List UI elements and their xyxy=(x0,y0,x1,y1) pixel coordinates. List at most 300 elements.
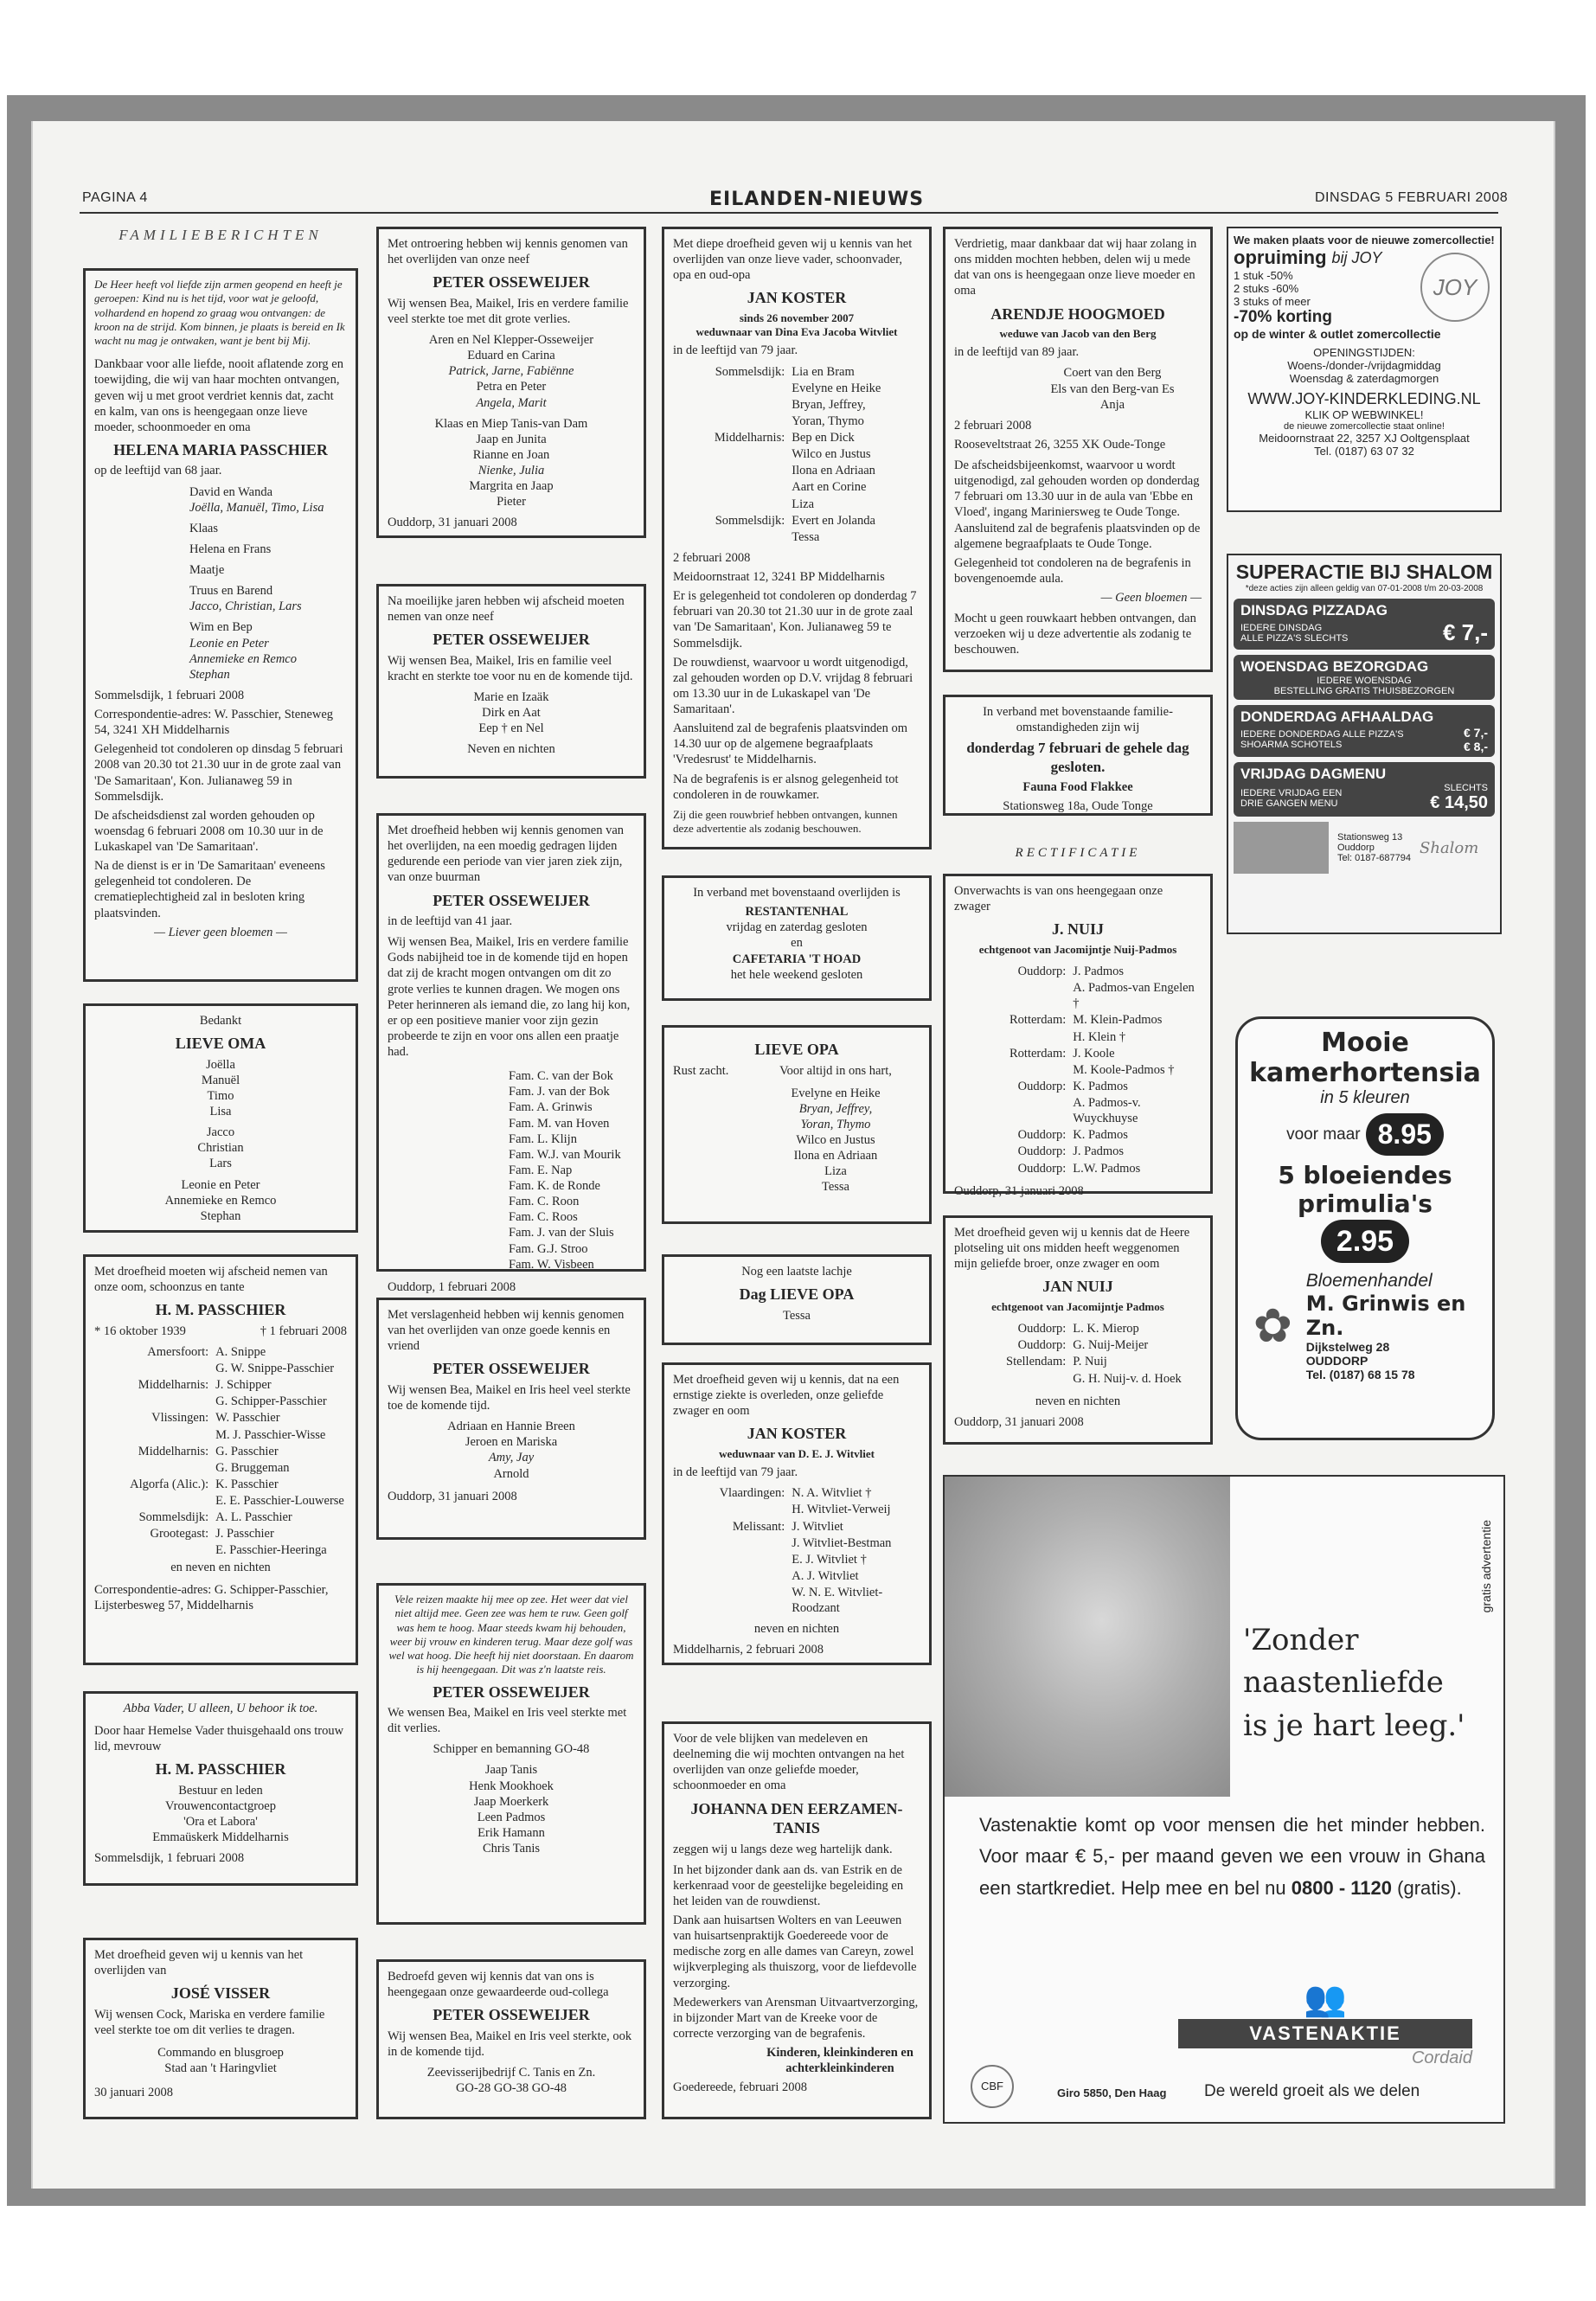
flower-icon: ✿ xyxy=(1253,1300,1292,1352)
signature-line: Fam. C. Roos xyxy=(509,1210,578,1225)
signature-line: Jaap Moerkerk xyxy=(473,1794,549,1809)
ad-line: OUDDORP xyxy=(1305,1354,1368,1368)
ad-line: BESTELLING GRATIS THUISBEZORGEN xyxy=(1273,686,1455,696)
obituary-peter-osseweijer-neven xyxy=(376,584,646,779)
signature-line: Pieter xyxy=(497,495,526,510)
relative-name: E. J. Witvliet † xyxy=(792,1552,867,1567)
ad-line: Tel. (0187) 63 07 32 xyxy=(1314,445,1414,458)
family-member: Jacco, Christian, Lars xyxy=(189,599,302,614)
place-label: Sommelsdijk: xyxy=(138,1510,209,1525)
price: € 7,- xyxy=(1442,619,1488,645)
date: 2 februari 2008 xyxy=(673,550,751,565)
relative-row xyxy=(673,430,920,445)
relative-name: Tessa xyxy=(792,529,820,544)
shalom-woensdag xyxy=(1234,655,1495,700)
place-label: Ouddorp: xyxy=(1017,1128,1067,1143)
relative-row xyxy=(94,1361,347,1376)
signature-line: Jacco xyxy=(206,1125,235,1140)
family-member: Leonie en Peter xyxy=(189,636,269,651)
ad-line: Tel: 0187-687794 xyxy=(1337,853,1412,863)
place-date: Ouddorp, 31 januari 2008 xyxy=(388,1489,517,1503)
place-label: Melissant: xyxy=(732,1519,785,1534)
relative-name: J. Schipper xyxy=(215,1378,272,1393)
place-label: Vlissingen: xyxy=(151,1411,209,1426)
relative-name: G. W. Snippe-Passchier xyxy=(215,1362,335,1375)
spouse: echtgenoot van Jacomijntje Padmos xyxy=(991,1299,1164,1313)
place-date: Ouddorp, 31 januari 2008 xyxy=(954,1414,1084,1429)
date: 2 februari 2008 xyxy=(954,418,1032,433)
place-label xyxy=(673,1535,792,1551)
ad-grinwis-bloemenhandel xyxy=(1235,1016,1495,1440)
ad-line: *deze acties zijn alleen geldig van 07-01-2008 t/m 20-03-2008 xyxy=(1245,584,1484,593)
obituary-lieve-opa-grandchildren xyxy=(662,1025,932,1224)
deceased-name: H. M. PASSCHIER xyxy=(155,1760,286,1779)
place-label xyxy=(94,1361,215,1376)
deceased-name: PETER OSSEWEIJER xyxy=(433,2006,590,2024)
relative-name: P. Nuij xyxy=(1073,1355,1107,1369)
giro-number: Giro 5850, Den Haag xyxy=(1057,2086,1167,2099)
quote: Abba Vader, U alleen, U behoor ik toe. xyxy=(123,1702,318,1715)
body-text: Met diepe droefheid geven wij u kennis van het overlijden van onze lieve vader, schoonvader, opa en oud-opa xyxy=(673,237,913,283)
wish: We wensen Bea, Maikel en Iris veel sterkte met dit verlies. xyxy=(388,1706,627,1736)
body-text: Door haar Hemelse Vader thuisgehaald ons trouw lid, mevrouw xyxy=(94,1724,344,1754)
relative-row xyxy=(94,1344,347,1360)
signature-line: Jaap Tanis xyxy=(484,1763,538,1778)
place-label xyxy=(673,529,792,545)
body-text: Voor de vele blijken van medeleven en deelneming die wij mochten ontvangen na het overlijden van onze geliefde moeder, schoonmoeder en oma xyxy=(673,1732,905,1793)
body-text: Dankbaar voor alle liefde, nooit aflatende zorg en toewijding, die wij van haar mochten ontvangen, geven wij u met groot verdriet kennis dat, zacht en kalm, van ons is heengegaan onze lieve moeder, schoonmoeder en oma xyxy=(94,357,343,434)
obituary-helena-passchier xyxy=(83,268,358,982)
place-label: Stellendam: xyxy=(1006,1355,1067,1369)
relative-row xyxy=(673,479,920,495)
relative-name: K. Padmos xyxy=(1073,1128,1128,1143)
relative-name: L. K. Mierop xyxy=(1073,1322,1139,1336)
body-text: Met droefheid geven wij u kennis dat de Heere plotseling uit ons midden heeft weggenomen mijn geliefde broer, onze zwager en oom xyxy=(954,1226,1190,1272)
closed-text: het hele weekend gesloten xyxy=(730,967,863,982)
birth-date: * 16 oktober 1939 xyxy=(94,1324,186,1338)
family-member: Wim en Bep xyxy=(189,620,253,635)
signature-line: Coert van den Berg xyxy=(1063,366,1162,381)
relative-name: J. Padmos xyxy=(1073,965,1125,978)
and-text: en xyxy=(791,936,803,951)
signature-line: Annemieke en Remco xyxy=(164,1193,277,1208)
relative-name: K. Padmos xyxy=(1073,1079,1128,1093)
page-number: PAGINA 4 xyxy=(82,190,148,205)
signature-line: Patrick, Jarne, Fabiënne xyxy=(448,364,574,379)
place-label: Algorfa (Alic.): xyxy=(130,1477,209,1491)
service: De afscheidsbijeenkomst, waarvoor u wordt uitgenodigd, zal gehouden worden op donderdag 7 februari om 13.30 uur in de aula van 'Ebbe en Vloed', ingang Mariniersweg te Oude Tonge. Aansluitend zal de begrafenis plaatsvinden op de algemene begraafplaats te Oude Tonge. xyxy=(954,458,1201,551)
body-text: Met droefheid geven wij u kennis van het overlijden van xyxy=(94,1948,304,1978)
relative-name: M. Koole-Padmos † xyxy=(1073,1062,1175,1077)
signature-line: Bryan, Jeffrey, xyxy=(798,1101,873,1116)
cbf-logo: CBF xyxy=(971,2065,1014,2108)
body-text: In verband met bovenstaand overlijden is xyxy=(693,886,901,900)
signature-line: Liza xyxy=(824,1164,847,1179)
condolence: Gelegenheid tot condoleren na de begrafenis in bovengenoemde aula. xyxy=(954,555,1191,586)
relative-row xyxy=(954,1321,1202,1336)
relative-name: Lia en Bram xyxy=(792,364,855,379)
place-label xyxy=(673,1568,792,1584)
obituary-jan-koster-family xyxy=(662,227,932,849)
age: in de leeftijd van 89 jaar. xyxy=(954,345,1080,360)
relative-row xyxy=(954,1161,1202,1176)
signature-line: Fam. G.J. Stroo xyxy=(509,1241,588,1256)
signature-line: Fam. J. van der Bok xyxy=(509,1085,610,1099)
obituary-jan-koster-witvliet xyxy=(662,1362,932,1665)
relative-name: W. N. E. Witvliet-Roodzant xyxy=(792,1586,883,1616)
relative-row xyxy=(954,1012,1202,1028)
relative-row xyxy=(673,1568,920,1584)
widow: weduwe van Jacob van den Berg xyxy=(999,327,1157,340)
signature-line: Amy, Jay xyxy=(488,1451,535,1465)
relative-name: M. J. Passchier-Wisse xyxy=(215,1427,326,1442)
relative-row xyxy=(673,364,920,380)
signature-line: Ilona en Adriaan xyxy=(793,1149,878,1163)
family-member: Klaas xyxy=(189,521,219,535)
signature-line: Angela, Marit xyxy=(476,395,547,410)
deceased-name: PETER OSSEWEIJER xyxy=(433,1360,590,1378)
ad-headline: SUPERACTIE BIJ SHALOM xyxy=(1235,561,1493,583)
place-label: Middelharnis: xyxy=(138,1444,209,1458)
signature-line: Erik Hamann xyxy=(478,1825,545,1840)
relative-row xyxy=(94,1509,347,1525)
place-label xyxy=(673,413,792,429)
obituary-peter-osseweijer-zeevisserij xyxy=(376,1959,646,2119)
relative-row xyxy=(673,463,920,478)
signature-line: Jeroen en Mariska xyxy=(465,1435,558,1450)
signature-line: Els van den Berg-van Es xyxy=(1050,381,1175,396)
ad-headline: -70% korting xyxy=(1234,308,1333,326)
closed-text: donderdag 7 februari de gehele dag gesloten. xyxy=(966,740,1189,775)
ad-quote: is je hart leeg.' xyxy=(1243,1708,1465,1743)
relative-name: E. Passchier-Heeringa xyxy=(215,1543,327,1558)
relatives-table xyxy=(673,1485,920,1616)
ad-joy-kinderkleding xyxy=(1227,227,1502,512)
place-label xyxy=(954,1371,1073,1387)
signature-line: Margrita en Jaap xyxy=(469,479,554,494)
deceased-name: JOHANNA DEN EERZAMEN-TANIS xyxy=(690,1799,903,1836)
signature-line: Chris Tanis xyxy=(483,1842,540,1856)
rest-text: Rust zacht. xyxy=(673,1063,729,1078)
nephews: en neven en nichten xyxy=(170,1560,271,1574)
business-name: RESTANTENHAL xyxy=(745,905,849,920)
relative-row xyxy=(954,1095,1202,1126)
signature-line: Christian xyxy=(197,1141,244,1156)
ad-line: DINSDAG PIZZADAG xyxy=(1240,602,1388,619)
ad-quote: naastenliefde xyxy=(1243,1665,1444,1701)
signature-line: Commando en blusgroep xyxy=(157,2046,284,2060)
service: De afscheidsdienst zal worden gehouden op woensdag 6 februari 2008 om 10.30 uur in de Lukaskapel van 'De Samaritaan'. xyxy=(94,808,324,854)
relative-row xyxy=(954,1079,1202,1094)
signature-line: Wilco en Justus xyxy=(796,1133,875,1147)
relative-name: Ilona en Adriaan xyxy=(792,464,875,478)
ad-shalom xyxy=(1227,554,1502,934)
ad-body: Vastenaktie komt op voor mensen die het minder hebben. Voor maar € 5,- per maand geven we een vrouw in Ghana een startkrediet. Help mee en bel nu xyxy=(979,1814,1485,1899)
signature-line: Eduard en Carina xyxy=(467,349,555,363)
signature-line: Neven en nichten xyxy=(467,742,555,757)
obituary-hm-passchier-vrouwencontactgroep xyxy=(83,1691,358,1886)
deceased-name: PETER OSSEWEIJER xyxy=(433,631,590,649)
place-label xyxy=(954,1029,1073,1045)
signature-line: Kinderen, kleinkinderen en achterkleinkinderen xyxy=(766,2046,913,2076)
thanks: zeggen wij u langs deze weg hartelijk dank. xyxy=(673,1842,893,1856)
place-date: Sommelsdijk, 1 februari 2008 xyxy=(94,688,245,702)
family-member: Maatje xyxy=(189,563,225,577)
ad-line: We maken plaats voor de nieuwe zomercollectie! xyxy=(1234,234,1495,247)
relative-row xyxy=(673,497,920,512)
relative-row xyxy=(673,1535,920,1551)
people-icon: 👥 xyxy=(1304,1980,1347,2018)
relative-name: Wilco en Justus xyxy=(792,447,871,462)
body-text: Met droefheid moeten wij afscheid nemen van onze oom, schoonzus en tante xyxy=(94,1265,328,1295)
place-label: Ouddorp: xyxy=(1017,1161,1067,1176)
signature-line: Fam. K. de Ronde xyxy=(509,1179,600,1193)
relative-name: A. Padmos-v. Wuyckhuyse xyxy=(1073,1096,1141,1126)
ad-line: Dijkstelweg 28 xyxy=(1305,1340,1390,1354)
ad-line: Meidoornstraat 22, 3257 XJ Ooltgensplaat xyxy=(1259,432,1470,445)
place-label xyxy=(94,1460,215,1476)
no-flowers: — Liever geen bloemen — xyxy=(154,925,287,939)
relative-name: J. Koole xyxy=(1073,1046,1115,1061)
relative-name: L.W. Padmos xyxy=(1073,1161,1141,1176)
place-label xyxy=(673,446,792,462)
place-date: Middelharnis, 2 februari 2008 xyxy=(673,1643,824,1657)
relative-name: G. Nuij-Meijer xyxy=(1073,1338,1149,1353)
after-service: Na de dienst is er in 'De Samaritaan' eveneens gelegenheid tot condoleren. De crematieplechtigheid zal in besloten kring plaatsvinden. xyxy=(94,859,325,920)
ad-line: IEDERE DINSDAG xyxy=(1240,622,1323,633)
signature-line: Emmaüskerk Middelharnis xyxy=(152,1830,289,1845)
masthead: EILANDEN-NIEUWS xyxy=(709,189,925,210)
relative-row xyxy=(673,381,920,396)
signature-line: Leen Padmos xyxy=(477,1810,546,1824)
place-label: Ouddorp: xyxy=(1017,1322,1067,1336)
wish: Wij wensen Bea, Maikel, Iris en verdere familie veel sterkte toe met dit grote verlies. xyxy=(388,296,629,326)
deceased-name: J. NUIJ xyxy=(1051,920,1104,939)
signature-line: Anja xyxy=(1099,397,1125,412)
ad-line: IEDERE VRIJDAG EEN xyxy=(1240,787,1343,798)
restaurant-photo xyxy=(1234,822,1329,874)
relative-name: H. Klein † xyxy=(1073,1029,1126,1044)
service: De rouwdienst, waarvoor u wordt uitgenodigd, zal gehouden worden op D.V. vrijdag 8 februari om 13.30 uur in de Lukaskapel van 'De Samaritaan'. xyxy=(673,655,913,716)
signature-line: Fam. W.J. van Mourik xyxy=(509,1147,621,1162)
ad-headline: primulia's xyxy=(1298,1189,1433,1218)
relative-name: Evert en Jolanda xyxy=(792,513,875,528)
closure-notice-restantenhal xyxy=(662,875,932,1001)
obituary-dag-lieve-opa xyxy=(662,1254,932,1345)
neighbours-list xyxy=(388,1068,635,1272)
body-text: In verband met bovenstaande familie-omstandigheden zijn wij xyxy=(983,705,1173,735)
ad-line: in 5 kleuren xyxy=(1320,1088,1410,1107)
relative-name: Bryan, Jeffrey, xyxy=(792,397,866,412)
place-label xyxy=(673,381,792,396)
relative-row xyxy=(673,1502,920,1517)
wish: Wij wensen Bea, Maikel en Iris veel sterkte, ook in de komende tijd. xyxy=(388,2029,632,2059)
ad-line: 3 stuks of meer xyxy=(1234,295,1311,308)
condolence: Er is gelegenheid tot condoleren op donderdag 7 februari van 20.30 tot 21.30 uur in de grote zaal van 'De Samaritaan', Kon. Julianaweg 59 te Sommelsdijk. xyxy=(673,589,917,651)
signature-line: Fam. W. Visbeen xyxy=(509,1257,594,1272)
obituary-peter-osseweijer-bemanning xyxy=(376,1583,646,1925)
ad-url: WWW.JOY-KINDERKLEDING.NL xyxy=(1247,390,1481,407)
signature-line: Stephan xyxy=(200,1208,241,1223)
thanks-body: Dank aan huisartsen Wolters en van Leeuwen van huisartsenpraktijk Goedereede voor de medische zorg en alle dames van Careyn, zowel wijkverpleging als thuiszorg, voor de liefdevolle verzorging. xyxy=(673,1913,917,1990)
place-date: Goedereede, februari 2008 xyxy=(673,2080,807,2095)
signature-line: Eep † en Nel xyxy=(478,721,544,736)
obituary-peter-osseweijer-buren xyxy=(376,813,646,1294)
deceased-name: H. M. PASSCHIER xyxy=(155,1301,286,1319)
top-line: Nog een laatste lachje xyxy=(741,1265,852,1279)
price: € 7,- xyxy=(1463,726,1488,740)
signature-line: Klaas en Miep Tanis-van Dam xyxy=(434,416,588,431)
deceased-name: PETER OSSEWEIJER xyxy=(433,273,590,292)
relatives-table xyxy=(954,1321,1202,1387)
signature-line: Joëlla xyxy=(206,1057,235,1072)
ad-line: Woensdag & zaterdagmorgen xyxy=(1289,372,1439,385)
relative-row xyxy=(954,1371,1202,1387)
side-label: gratis advertentie xyxy=(1479,1520,1493,1613)
place-date: Ouddorp, 1 februari 2008 xyxy=(388,1279,516,1294)
price-badge: 8.95 xyxy=(1366,1113,1444,1156)
price: € 8,- xyxy=(1463,740,1488,753)
place-date: Ouddorp, 31 januari 2008 xyxy=(954,1183,1084,1198)
body-text: Met droefheid hebben wij kennis genomen van het overlijden, na een moedig gedragen lijden gedurende een periode van vier jaren ziek zijn, van onze buurman xyxy=(388,824,625,885)
relative-name: A. L. Passchier xyxy=(215,1510,292,1525)
relatives-table xyxy=(954,964,1202,1176)
relative-name: H. Witvliet-Verweij xyxy=(792,1503,891,1517)
closed-text: vrijdag en zaterdag gesloten xyxy=(726,920,868,935)
death-date: † 1 februari 2008 xyxy=(260,1324,347,1338)
relative-row xyxy=(94,1526,347,1541)
family-member: Stephan xyxy=(189,667,230,682)
ad-line: Woens-/donder-/vrijdagmiddag xyxy=(1287,359,1441,372)
relative-row xyxy=(954,1046,1202,1061)
family-member: Annemieke en Remco xyxy=(189,651,297,666)
place-label: Ouddorp: xyxy=(1017,1144,1067,1159)
shalom-dinsdag xyxy=(1234,599,1495,650)
age: in de leeftijd van 41 jaar. xyxy=(388,914,513,928)
place-label xyxy=(954,1062,1073,1078)
poem: Vele reizen maakte hij mee op zee. Het weer dat viel niet altijd mee. Geen zee was hem te ruw. Geen golf was hem te hoog. Maar steeds kwam hij behouden, weer bij vrouw en kinderen terug. Maar deze golf was wel wat hoog. Die heeft hij niet doorstaan. En daarom is hij heengegaan. Dit was z'n laatste reis. xyxy=(388,1593,634,1676)
signature-line: Lisa xyxy=(209,1105,232,1118)
burial: Aansluitend zal de begrafenis plaatsvinden om 14.30 uur op de algemene begraafplaats 'Vredesrust' te Middelharnis. xyxy=(673,721,907,767)
place-label xyxy=(673,397,792,413)
signature-line: Dirk en Aat xyxy=(482,706,541,721)
signature-line: Fam. A. Grinwis xyxy=(509,1100,593,1115)
relative-name: Yoran, Thymo xyxy=(792,413,864,428)
relative-name: A. J. Witvliet xyxy=(792,1568,859,1583)
thanks-johanna-den-eerzamen xyxy=(662,1721,932,2119)
place-label xyxy=(954,1095,1073,1126)
nephews: neven en nichten xyxy=(753,1622,840,1637)
place-label xyxy=(673,463,792,478)
place-label: Grootegast: xyxy=(150,1527,209,1541)
ad-line: Stationsweg 13 xyxy=(1337,832,1403,843)
relative-name: G. H. Nuij-v. d. Hoek xyxy=(1073,1371,1182,1386)
signature-line: Manuël xyxy=(201,1073,240,1087)
correspondence: Correspondentie-adres: W. Passchier, Steneweg 54, 3241 XH Middelharnis xyxy=(94,708,334,738)
relative-name: E. E. Passchier-Louwerse xyxy=(215,1494,344,1508)
relative-row xyxy=(94,1444,347,1459)
ad-line: VRIJDAG DAGMENU xyxy=(1240,766,1387,782)
relative-name: G. Schipper-Passchier xyxy=(215,1394,327,1409)
ad-line: Ouddorp xyxy=(1337,843,1375,853)
ad-line: Tel. (0187) 68 15 78 xyxy=(1305,1368,1415,1381)
family-member: Joëlla, Manuël, Timo, Lisa xyxy=(189,500,324,515)
ad-line: op de winter & outlet zomercollectie xyxy=(1234,327,1441,341)
deceased-name: ARENDJE HOOGMOED xyxy=(990,304,1165,323)
condolence: Gelegenheid tot condoleren op dinsdag 5 februari 2008 van 20.30 tot 21.30 uur in de grote zaal van 'De Samaritaan', Kon. Julianaweg 59 in Sommelsdijk. xyxy=(94,742,343,804)
relative-row xyxy=(94,1493,347,1509)
shalom-vrijdag xyxy=(1234,762,1495,817)
ad-headline: Mooie xyxy=(1321,1028,1409,1058)
thanks-lieve-oma xyxy=(83,1003,358,1233)
after-burial: Na de begrafenis is er alsnog gelegenheid tot condoleren in de rouwkamer. xyxy=(673,772,899,802)
spouse: echtgenoot van Jacomijntje Nuij-Padmos xyxy=(978,942,1177,956)
signature-line: Evelyne en Heike xyxy=(791,1086,881,1100)
relative-row xyxy=(954,1029,1202,1045)
relative-row xyxy=(673,1485,920,1501)
signature-line: Adriaan en Hannie Breen xyxy=(447,1420,575,1434)
signature-line: Fam. M. van Hoven xyxy=(509,1116,610,1131)
relative-row xyxy=(94,1394,347,1409)
signature-line: Zeevisserijbedrijf C. Tanis en Zn. xyxy=(426,2066,596,2080)
place-label xyxy=(673,1585,792,1616)
phone-number[interactable]: 0800 - 1120 xyxy=(1291,1876,1393,1899)
price-badge: 2.95 xyxy=(1321,1220,1409,1263)
ad-vastenaktie xyxy=(943,1475,1505,2124)
family-member: David en Wanda xyxy=(189,484,273,499)
family-list xyxy=(94,484,347,683)
place-label xyxy=(94,1394,215,1409)
wish: Wij wensen Bea, Maikel, Iris en verdere familie Gods nabijheid toe in de komende tijd en hopen dat zij de kracht mogen ontvangen om dit zo grote verlies te kunnen dragen. We mogen ons Peter herinneren als iemand die, zo lang hij kon, er op een positieve manier voor zijn gezin probeerde te zijn en voor ons allen een praatje had. xyxy=(388,935,631,1059)
relative-row xyxy=(94,1542,347,1558)
relative-row xyxy=(673,1585,920,1616)
address: Rooseveltstraat 26, 3255 XK Oude-Tonge xyxy=(954,437,1166,452)
wish: Wij wensen Bea, Maikel en Iris heel veel sterkte toe de komende tijd. xyxy=(388,1382,631,1413)
woman-portrait-photo xyxy=(945,1477,1230,1797)
deceased-name: PETER OSSEWEIJER xyxy=(433,1682,590,1701)
signature-line: Bestuur en leden xyxy=(178,1783,263,1798)
relative-name: Liza xyxy=(792,497,815,511)
signature-line: Voor altijd in ons hart, xyxy=(779,1063,892,1078)
signature-line: Tessa xyxy=(782,1308,811,1323)
relative-row xyxy=(94,1377,347,1393)
body-text: Verdrietig, maar dankbaar dat wij haar zolang in ons midden mochten hebben, delen wij u mede dat van ons is heengegaan onze lieve moeder en oma xyxy=(954,237,1197,298)
price: € 14,50 xyxy=(1430,793,1488,812)
place-label: Amersfoort: xyxy=(147,1344,209,1359)
deceased-name: JAN KOSTER xyxy=(747,289,847,307)
signature-line: Arnold xyxy=(493,1466,529,1481)
signature-line: Henk Mookhoek xyxy=(469,1779,554,1793)
deceased-name: JOSÉ VISSER xyxy=(170,1984,271,2003)
signature-line: Vrouwencontactgroep xyxy=(165,1799,276,1813)
relative-row xyxy=(954,964,1202,979)
place-label: Rotterdam: xyxy=(1010,1013,1067,1028)
relative-row xyxy=(673,446,920,462)
ad-line: IEDERE WOENSDAG xyxy=(1317,676,1412,686)
relative-row xyxy=(954,1337,1202,1353)
place-label: Sommelsdijk: xyxy=(715,513,785,528)
place-date: 30 januari 2008 xyxy=(94,2086,174,2100)
relative-row xyxy=(94,1477,347,1492)
ad-headline: opruiming xyxy=(1234,247,1327,268)
ad-line: KLIK OP WEBWINKEL! xyxy=(1304,408,1424,421)
relative-name: G. Bruggeman xyxy=(215,1460,290,1475)
body-text: Met droefheid geven wij u kennis, dat na een ernstige ziekte is overleden, onze geliefde zwager en oom xyxy=(673,1373,900,1419)
wish: Wij wensen Bea, Maikel, Iris en familie veel kracht en sterkte toe voor nu en de komende tijd. xyxy=(388,653,633,683)
poem: De Heer heeft vol liefde zijn armen geopend en heeft je geroepen: Kind nu is het tijd, voor wat je geloofd, volhardend en hopend zo graag wou ontvangen: de kroon na de strijd. Kom binnen, je plaats is bereid en Ik wacht nu mag je ontwaken, want je bent bij Mij. xyxy=(94,278,345,347)
relative-name: Evelyne en Heike xyxy=(792,381,881,395)
vastenaktie-logo: VASTENAKTIE xyxy=(1178,2019,1472,2048)
